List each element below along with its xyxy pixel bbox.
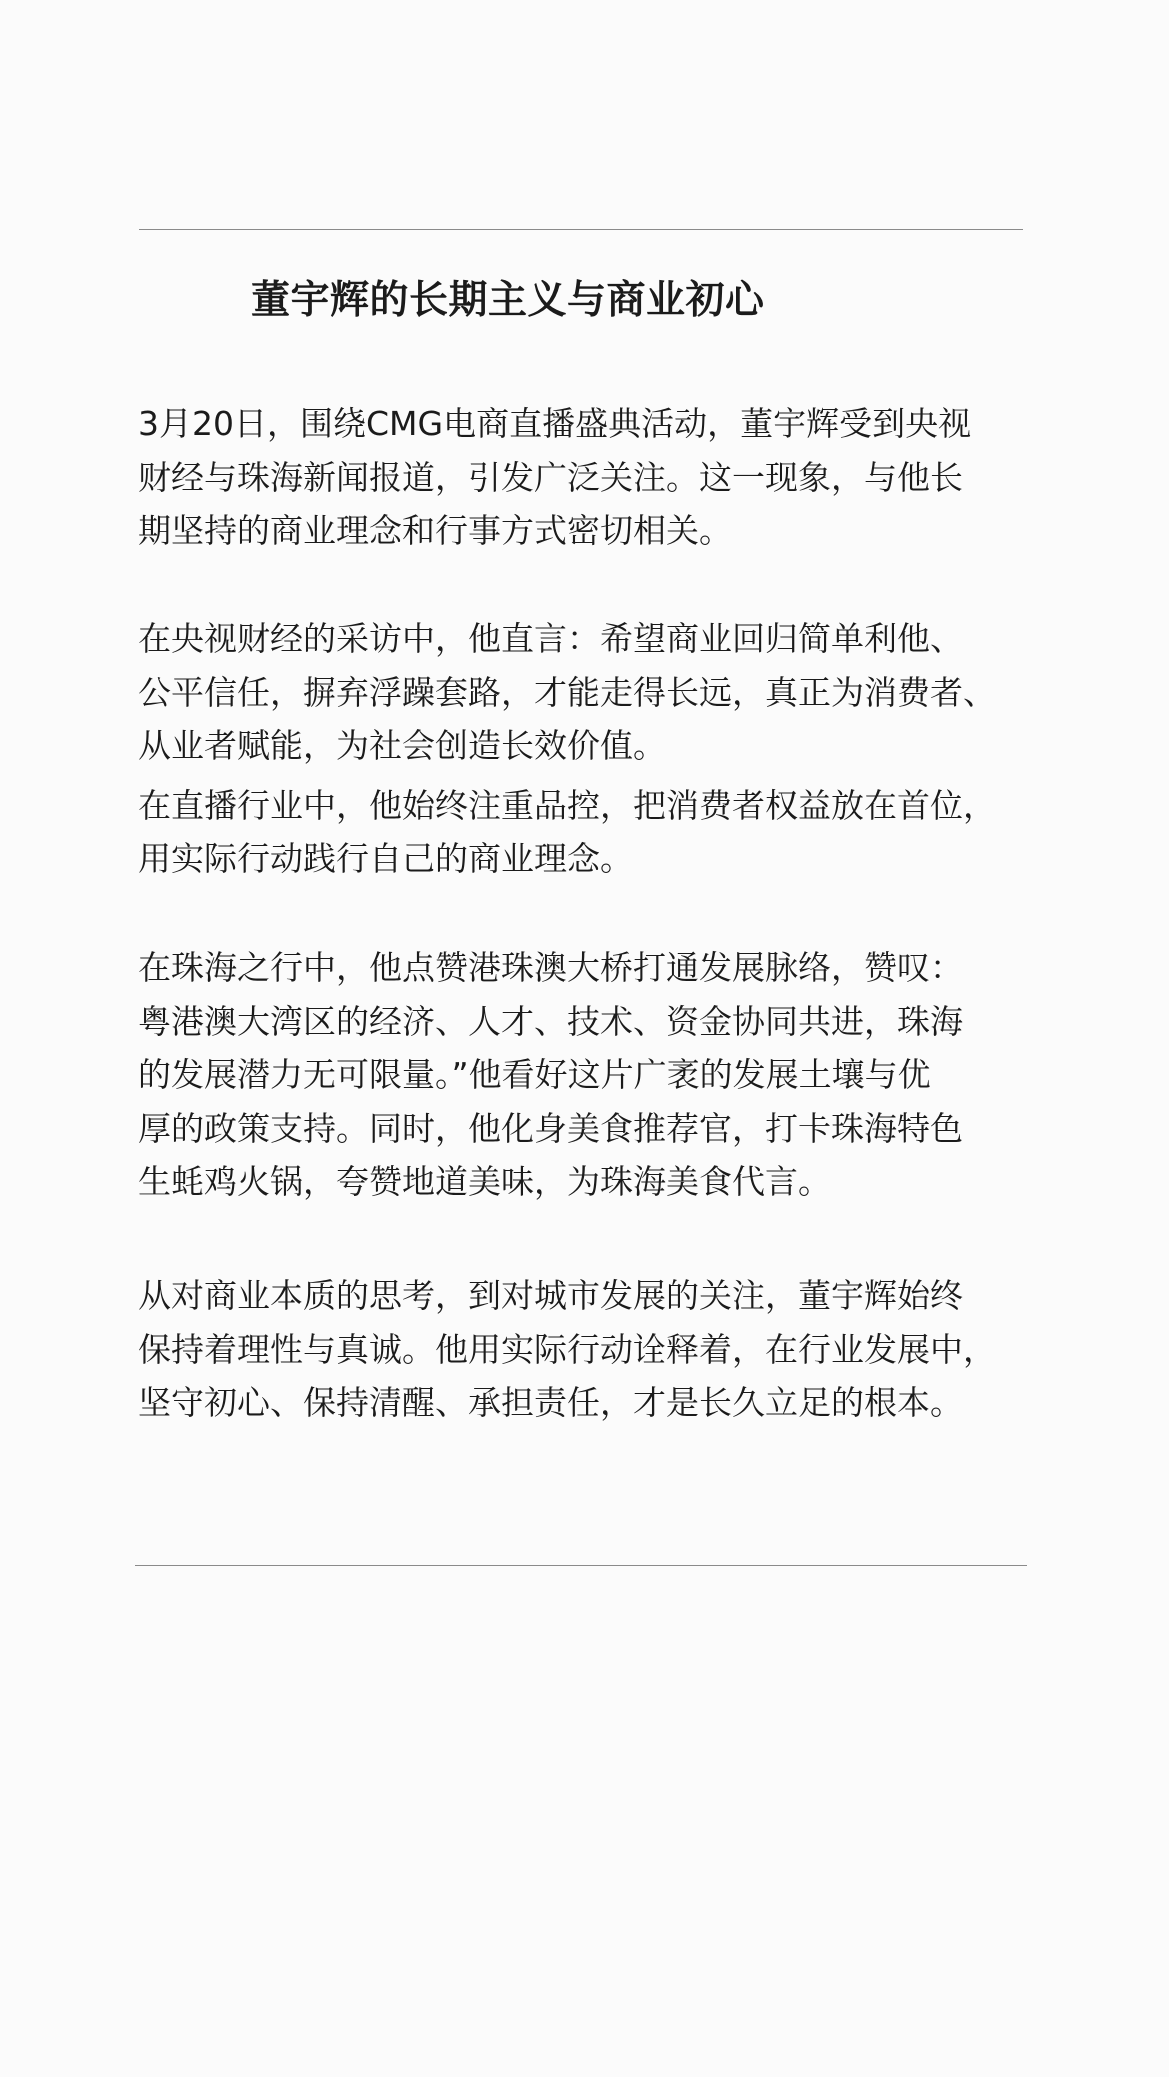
text-line: 在直播行业中，他始终注重品控，把消费者权益放在首位， bbox=[138, 785, 996, 825]
text-line: 3月20日，围绕CMG电商直播盛典活动，董宇辉受到央视 bbox=[138, 404, 972, 443]
paragraph-3 bbox=[138, 941, 963, 1209]
text-line: 坚守初心、保持清醒、承担责任，才是长久立足的根本。 bbox=[138, 1383, 963, 1422]
text-line: 的发展潜力无可限量。”他看好这片广袤的发展土壤与优 bbox=[138, 1055, 931, 1094]
text-line: 生蚝鸡火锅，夸赞地道美味，为珠海美食代言。 bbox=[138, 1162, 831, 1201]
text-line: 保持着理性与真诚。他用实际行动诠释着，在行业发展中， bbox=[138, 1329, 996, 1369]
text-line: 财经与珠海新闻报道，引发广泛关注。这一现象，与他长 bbox=[138, 457, 963, 497]
paragraph-4 bbox=[138, 1269, 996, 1430]
text-line: 用实际行动践行自己的商业理念。 bbox=[138, 839, 633, 878]
text-line: 从业者赋能，为社会创造长效价值。 bbox=[138, 726, 666, 765]
top-divider bbox=[139, 229, 1023, 230]
article-title: 董宇辉的长期主义与商业初心 bbox=[251, 278, 765, 323]
text-line: 期坚持的商业理念和行事方式密切相关。 bbox=[138, 511, 732, 550]
text-line: 在央视财经的采访中，他直言：希望商业回归简单利他、 bbox=[138, 619, 963, 658]
text-line: 公平信任，摒弃浮躁套路，才能走得长远，真正为消费者、 bbox=[138, 672, 996, 712]
text-line: 厚的政策支持。同时，他化身美食推荐官，打卡珠海特色 bbox=[138, 1108, 963, 1148]
text-line: 粤港澳大湾区的经济、人才、技术、资金协同共进，珠海 bbox=[138, 1001, 963, 1041]
paragraph-1 bbox=[138, 397, 971, 558]
text-line: 在珠海之行中，他点赞港珠澳大桥打通发展脉络，赞叹： bbox=[138, 948, 963, 987]
bottom-divider bbox=[135, 1565, 1027, 1566]
paragraph-2 bbox=[138, 612, 996, 886]
text-line: 从对商业本质的思考，到对城市发展的关注，董宇辉始终 bbox=[138, 1276, 963, 1315]
